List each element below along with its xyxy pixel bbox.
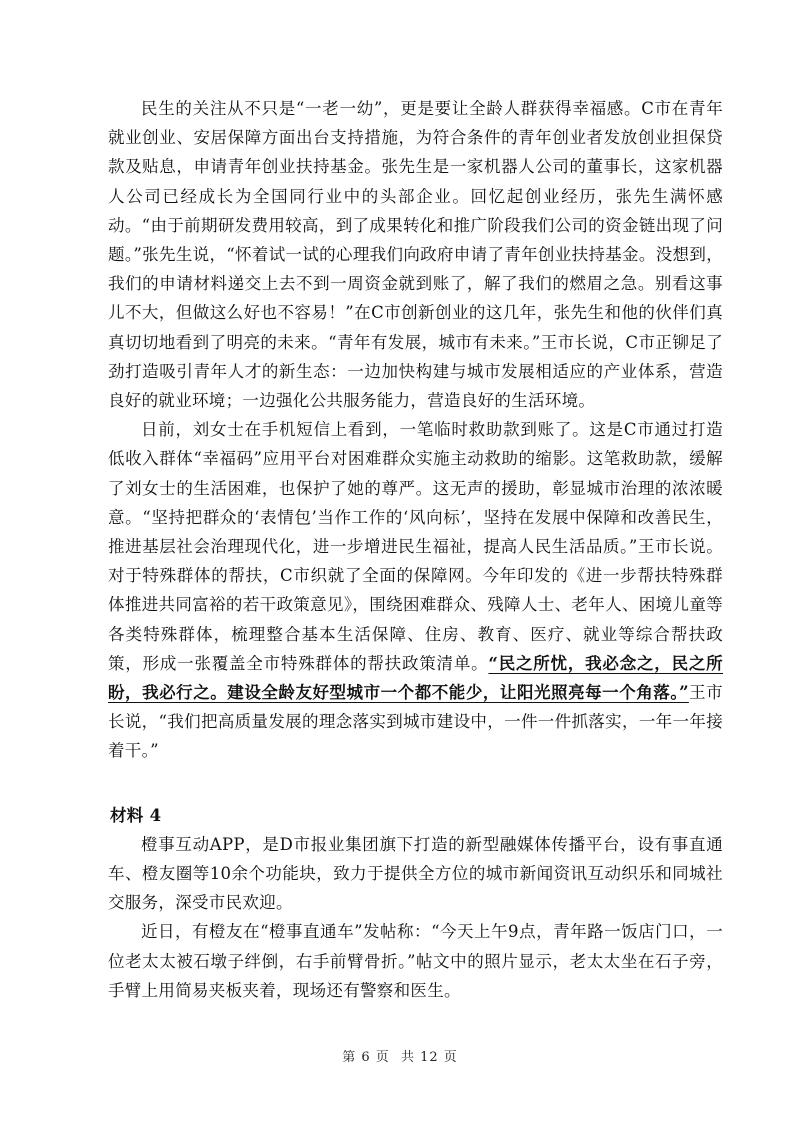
emphasized-quote: “民之所忧，我必念之，民之所盼，我必行之。建设全龄友好型城市一个都不能少，让阳光照亮每一个角落。” xyxy=(108,653,723,703)
paragraph-special-groups-support xyxy=(108,415,723,765)
paragraph-app-introduction: 橙事互动APP，是D市报业集团旗下打造的新型融媒体传播平台，设有事直通车、橙友圈等10余个功能块，致力于提供全方位的城市新闻资讯互动织乐和同城社交服务，深受市民欢迎。 xyxy=(108,834,723,913)
paragraph-youth-entrepreneurship: 民生的关注从不只是“一老一幼”，更是要让全龄人群获得幸福感。C市在青年就业创业、安居保障方面出台支持措施，为符合条件的青年创业者发放创业担保贷款及贴息，申请青年创业扶持基金。张先生是一家机器人公司的董事长，这家机器人公司已经成长为全国同行业中的头部企业。回忆起创业经历，张先生满怀感动。“由于前期研发费用较高，到了成果转化和推广阶段我们公司的资金链出现了问题。”张先生说，“怀着试一试的心理我们向政府申请了青年创业扶持基金。没想到，我们的申请材料递交上去不到一周资金就到账了，解了我们的燃眉之急。别看这事儿不大，但做这么好也不容易！”在C市创新创业的这几年，张先生和他的伙伴们真真切切地看到了明亮的未来。“青年有发展，城市有未来。”王市长说，C市正铆足了劲打造吸引青年人才的新生态：一边加快构建与城市发展相适应的产业体系，营造良好的就业环境；一边强化公共服务能力，营造良好的生活环境。 xyxy=(108,99,723,411)
section-heading-material-4: 材料 4 xyxy=(110,805,162,825)
page-footer xyxy=(0,1046,800,1065)
page-number: 第 6 页 xyxy=(342,1050,390,1065)
paragraph-text-before-emphasis: 日前，刘女士在手机短信上看到，一笔临时救助款到账了。这是C市通过打造低收入群体“幸福码”应用平台对困难群众实施主动救助的缩影。这笔救助款，缓解了刘女士的生活困难，也保护了她的尊严。这无声的援助，彰显城市治理的浓浓暖意。“坚持把群众的‘表情包’当作工作的‘风向标’，坚持在发展中保障和改善民生，推进基层社会治理现代化，进一步增进民生福祉，提高人民生活品质。”王市长说。对于特殊群体的帮扶，C市织就了全面的保障网。今年印发的《进一步帮扶特殊群体推进共同富裕的若干政策意见》，围绕困难群众、残障人士、老年人、困境儿童等各类特殊群体，梳理整合基本生活保障、住房、教育、医疗、就业等综合帮扶政策，形成一张覆盖全市特殊群体的帮扶政策清单。 xyxy=(108,420,723,673)
document-body xyxy=(108,94,723,1005)
paragraph-text-after-emphasis: 王市长说，“我们把高质量发展的理念落实到城市建设中，一件一件抓落实，一年一年接着干。” xyxy=(108,683,723,761)
total-pages: 共 12 页 xyxy=(400,1050,458,1065)
paragraph-user-post: 近日，有橙友在“橙事直通车”发帖称：“今天上午9点，青年路一饭店门口，一位老太太被石墩子绊倒，右手前臂骨折。”帖文中的照片显示，老太太坐在石子旁，手臂上用简易夹板夹着，现场还有警察和医生。 xyxy=(108,922,723,1000)
